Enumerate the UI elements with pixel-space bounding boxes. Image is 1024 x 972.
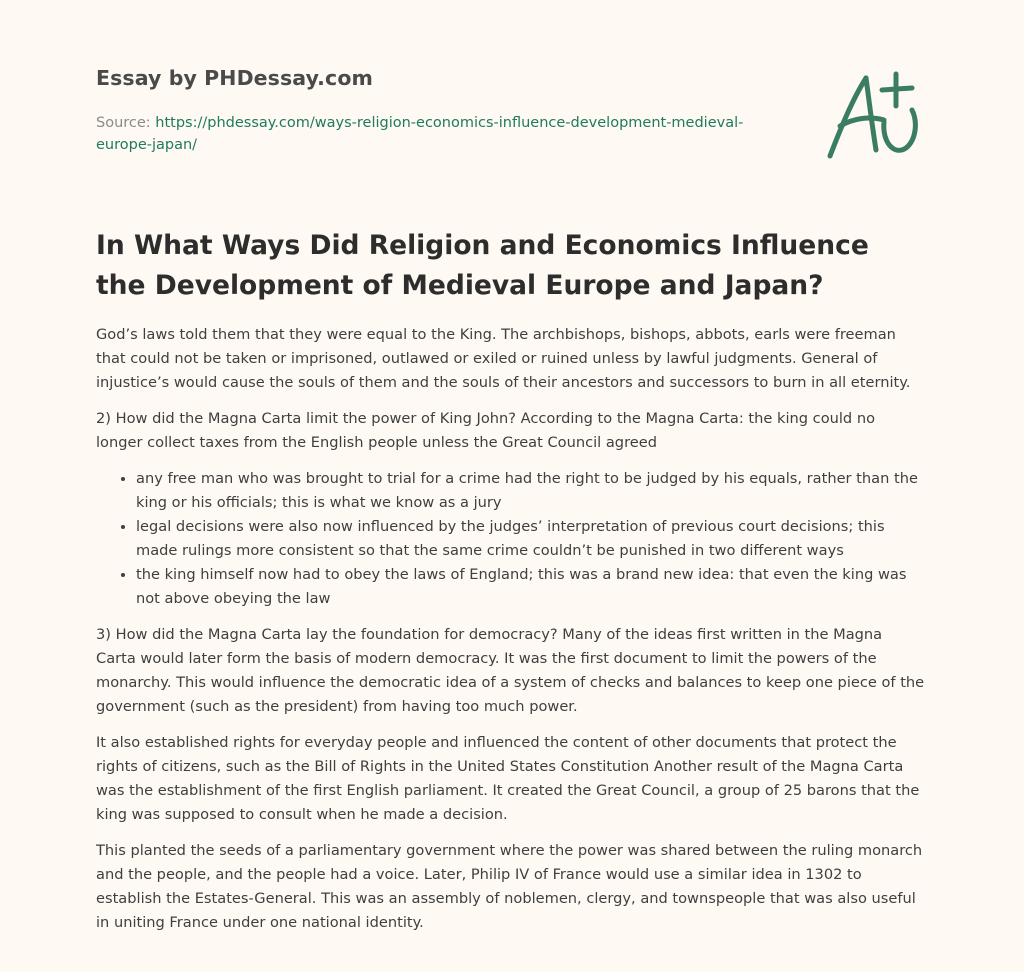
bullet-list (96, 467, 926, 611)
source-line (96, 112, 776, 156)
list-item: • legal decisions were also now influenced by the judges’ interpretation of previous court decisions; this made rulings more consistent so that the same crime couldn’t be punished in two different ways (136, 515, 926, 563)
source-label: Source: (96, 115, 156, 131)
source-link[interactable]: https://phdessay.com/ways-religion-economics-influence-development-medieval-europe-japan/ (96, 115, 744, 153)
essay-body (96, 323, 926, 947)
a-plus-grade-icon (822, 70, 926, 166)
list-item: • any free man who was brought to trial for a crime had the right to be judged by his equals, rather than the king or his officials; this is what we know as a jury (136, 467, 926, 515)
paragraph-1: God’s laws told them that they were equal to the King. The archbishops, bishops, abbots, earls were freeman that could not be taken or imprisoned, outlawed or exiled or ruined unless by lawful judgments. General of injustice’s would cause the souls of them and the souls of their ancestors and successors to burn in all eternity. (96, 326, 911, 391)
paragraph-4: It also established rights for everyday people and influenced the content of other documents that protect the rights of citizens, such as the Bill of Rights in the United States Constitution Another result of the Magna Carta was the establishment of the first English parliament. It created the Great Council, a group of 25 barons that the king was supposed to consult when he made a decision. (96, 734, 920, 823)
list-item: • the king himself now had to obey the laws of England; this was a brand new idea: that even the king was not above obeying the law (136, 563, 926, 611)
paragraph-2: 2) How did the Magna Carta limit the power of King John? According to the Magna Carta: the king could no longer collect taxes from the English people unless the Great Council agreed (96, 410, 876, 451)
brand-title: Essay by PHDessay.com (96, 66, 373, 90)
essay-title: In What Ways Did Religion and Economics Influence the Development of Medieval Europe and Japan? (96, 230, 869, 301)
paragraph-5: This planted the seeds of a parliamentary government where the power was shared between the ruling monarch and the people, and the people had a voice. Later, Philip IV of France would use a similar idea in 1302 to establish the Estates-General. This was an assembly of noblemen, clergy, and townspeople that was also useful in uniting France under one national identity. (96, 842, 923, 931)
paragraph-3: 3) How did the Magna Carta lay the foundation for democracy? Many of the ideas first written in the Magna Carta would later form the basis of modern democracy. It was the first document to limit the powers of the monarchy. This would influence the democratic idea of a system of checks and balances to keep one piece of the government (such as the president) from having too much power. (96, 626, 925, 715)
